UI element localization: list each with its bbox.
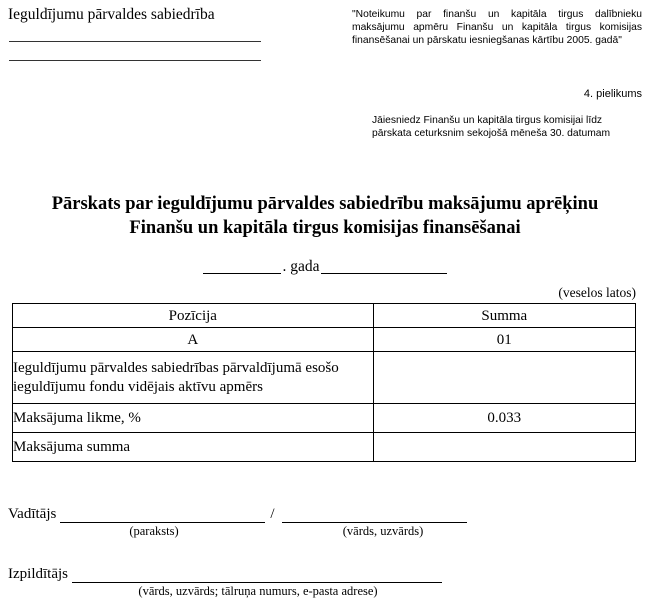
payment-calculation-table [12,303,636,462]
manager-signature-field[interactable] [60,507,265,523]
row-label-payment-amount: Maksājuma summa [13,433,374,462]
table-header-row [13,304,636,328]
report-date-separator-label: . gada [282,258,320,275]
caption-name: (vārds, uzvārds) [342,524,424,538]
row-value-payment-rate[interactable]: 0.033 [373,404,635,433]
page-title [25,192,625,240]
row-value-payment-amount[interactable] [373,433,635,462]
row-label-payment-rate: Maksājuma likme, % [13,404,374,433]
manager-label: Vadītājs [8,506,57,522]
caption-executor: (vārds, uzvārds; tālruņa numurs, e-pasta adrese) [138,584,378,598]
manager-signature-captions [8,523,467,539]
regulation-quote-text: "Noteikumu par finanšu un kapitāla tirgus dalībnieku maksājumu apmēru Finanšu un kapitāla tirgus komisijas finansēšanai un pārskatu iesniegšanas kārtību 2005. gadā" [352,9,642,47]
table-code-row [13,328,636,352]
manager-signature-block [8,506,467,539]
units-note: (veselos latos) [558,285,636,300]
company-header-block [8,6,308,61]
submission-deadline-note: Jāiesniedz Finanšu un kapitāla tirgus komisijai līdz pārskata ceturksnim sekojošā mēneša 30. datumam [372,115,611,140]
report-date-input[interactable] [321,273,447,274]
manager-signature-input[interactable] [60,507,265,523]
company-label: Ieguldījumu pārvaldes sabiedrība [8,6,215,23]
row-value-average-assets[interactable] [373,352,635,404]
executor-input[interactable] [72,567,442,583]
report-year-input[interactable] [203,273,281,274]
manager-name-input[interactable] [282,507,467,523]
table-row [13,433,636,462]
executor-field[interactable] [72,567,442,583]
executor-signature-row [8,566,442,583]
table-code-summa: 01 [373,328,635,352]
manager-signature-row [8,506,467,523]
company-name-blank-line-2[interactable] [9,60,261,61]
table-code-position: A [13,328,374,352]
caption-signature: (paraksts) [129,524,179,538]
executor-signature-block [8,566,442,599]
executor-label: Izpildītājs [8,566,68,582]
table-header-summa: Summa [373,304,635,328]
executor-signature-captions [8,583,442,599]
table-row [13,404,636,433]
table-row [13,352,636,404]
row-label-average-assets: Ieguldījumu pārvaldes sabiedrības pārvaldījumā esošo ieguldījumu fondu vidējais aktīvu apmērs [13,352,374,404]
page-title-line-2: Finanšu un kapitāla tirgus komisijas finansēšanai [129,218,521,238]
manager-name-field[interactable] [282,507,467,523]
company-name-blank-line-1[interactable] [9,41,261,42]
page-title-line-1: Pārskats par ieguldījumu pārvaldes sabiedrību maksājumu aprēķinu [51,194,599,214]
signature-separator: / [270,506,275,522]
regulation-reference-block [352,8,642,48]
table-header-position: Pozīcija [13,304,374,328]
annex-number-label: 4. pielikums [583,88,642,100]
report-date-line [0,258,650,276]
